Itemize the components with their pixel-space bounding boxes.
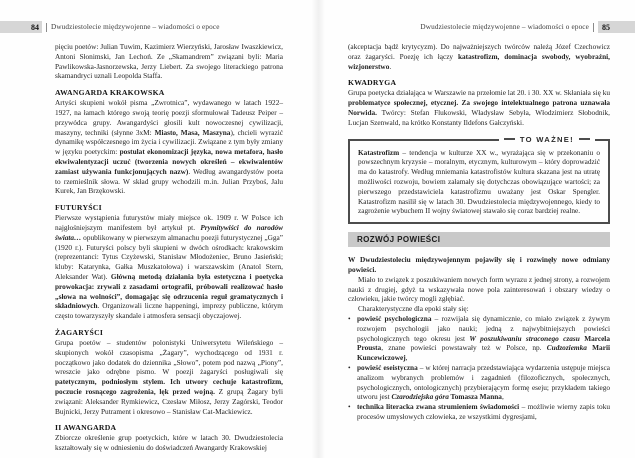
- left-page-column: [55, 42, 283, 453]
- novel-types-list: [348, 314, 610, 422]
- right-page-header: [318, 21, 635, 33]
- section-paragraph: Pierwsze wystąpienia futurystów miały miejsce ok. 1909 r. W Polsce ich najgłośniejszym manifestem był artykuł pt. Prymitywiści do narodów świata… opublikowany w pierwszym almanachu poezji futurystycznej „Gga” (1920 r.). Futuryści polscy byli skupieni w dwóch ośrodkach: krakowskim (reprezentanci: Tytus Czyżewski, Stanisław Młodożeniec, Bruno Jasieński; kluby: Katarynka, Gałka Muszkatołowa) i warszawskim (Anatol Stern, Aleksander Wat). Główną metodą działania była estetyczna i poetycka prowokacja: zrywali z zasadami ortografii, próbowali realizować hasło „słowa na wolności”, domagając się odrzucenia reguł gramatycznych i składniowych. Organizowali liczne happeningi, imprezy publiczne, którym często towarzyszyły skandale i atmosfera sensacji obyczajowej.: [55, 213, 284, 321]
- section-paragraph: Grupa poetów – studentów polonistyki Uniwersytetu Wileńskiego – skupionych wokół czasopisma „Żagary”, wychodzącego od 1931 r. początkowo jako dodatek do dziennika „Słowo”, potem pod nazwą „Piony”, wreszcie jako odrębne pismo. W poezji żagaryści posługiwali się patetycznym, podniosłym stylem. Ich utwory cechuje katastrofizm, poczucie rosnącego zagrożenia, lęk przed wojną. Z grupą Żagary byli związani: Aleksander Rymkiewicz, Czesław Miłosz, Jerzy Zagórski, Teodor Bujnicki, Jerzy Putrament i okresowo – Stanisław Cat-Mackiewicz.: [55, 337, 283, 416]
- right-page-column: [348, 42, 610, 422]
- page-right: [318, 0, 635, 458]
- left-header-title: Dwudziestolecie międzywojenne – wiadomości o epoce: [51, 23, 220, 31]
- list-item-text: technika literacka zwana strumieniem świadomości – możliwie wierny zapis toku procesów umysłowych człowieka, ze wszystkimi dygresjami,: [357, 402, 610, 421]
- novel-intro-bold: W Dwudziestoleciu międzywojennym pojawiły się i rozwinęły nowe odmiany powieści.: [348, 255, 610, 274]
- section-paragraph: Zbiorcze określenie grup poetyckich, które w latach 30. Dwudziestolecia kształtowały się w odniesieniu do doświadczeń Awangardy Krakowskiej: [55, 433, 283, 453]
- left-page-number: 84: [31, 22, 39, 32]
- right-header-title: Dwudziestolecie międzywojenne – wiadomości o epoce: [420, 23, 589, 31]
- list-item-text: powieść eseistyczna – w której narracja przedstawiająca wydarzenia ustępuje miejsca analizom wybranych problemów i zagadnień (filozoficznych, społecznych, psychologicznych, ontologicznych) przybierającym formę eseju; przykładem takiego utworu jest Czarodziejska góra Tomasza Manna,: [357, 362, 610, 402]
- header-divider: [46, 23, 47, 32]
- list-item: [348, 314, 610, 363]
- left-page-number-tab: [0, 21, 42, 33]
- chapter-heading: ROZWÓJ POWIEŚCI: [357, 235, 441, 245]
- section-paragraph: Artyści skupieni wokół pisma „Zwrotnica”, wydawanego w latach 1922–1927, na łamach którego swoją teorię poezji sformułował Tadeusz Peiper – przywódca grupy. Awangardyści głosili kult nowoczesnej cywilizacji, maszyny, techniki (słynne 3xM: Miasto, Masa, Maszyna), chcieli wyrazić dynamikę współczesnego im życia i cywilizacji. Związane z tym były zmiany w języku poetyckim: postulat ekonomizacji języka, nowa metafora, hasło ekwiwalentyzacji uczuć (tworzenia nowych określeń – ekwiwalentów zamiast używania funkcjonujących nazw). Według awangardystów poeta to rzemieślnik słowa. W skład grupy wchodzili m.in. Julian Przyboś, Jalu Kurek, Jan Brzękowski.: [55, 98, 283, 196]
- section-heading-ii-awangarda: II AWANGARDA: [55, 423, 117, 433]
- bullet-marker: •: [348, 362, 351, 372]
- list-item-text: powieść psychologiczna – rozwijała się dynamicznie, co miało związek z żywym rozwojem psychologii jako nauki; jedną z najwybitniejszych powieści psychologicznych tego okresu jest W poszukiwaniu straconego czasu Marcela Prousta, znane powieści powstawały też w Polsce, np. Cudzoziemka Marii Kuncewiczowej,: [357, 313, 611, 363]
- novel-paragraph: Miało to związek z poszukiwaniem nowych form wyrazu z jednej strony, a rozwojem nauki z drugiej, gdyż ta wskazywała nowe pola zainteresowań i obszary wiedzy o człowieku, jakie twórcy mogli zgłębiać.: [348, 274, 610, 304]
- section-heading-futurysci: FUTURYŚCI: [55, 203, 102, 213]
- continuation-paragraph: (akceptacja bądź krytycyzm). Do najważniejszych twórców należą Józef Czechowicz oraz żagaryści. Poezję ich łączy katastrofizm, dominacja swobody, wyobraźni, wizjonerstwo.: [348, 42, 610, 71]
- novel-lead-in: Charakterystyczne dla epoki stały się:: [358, 304, 469, 314]
- right-page-number: 85: [602, 22, 610, 32]
- section-heading-awangarda-krakowska: AWANGARDA KRAKOWSKA: [55, 88, 165, 98]
- section-heading-zagarysci: ŻAGARYŚCI: [55, 327, 104, 337]
- left-page-header: [0, 21, 318, 33]
- chapter-heading-bar: [348, 232, 610, 247]
- intro-paragraph: pięciu poetów: Julian Tuwim, Kazimierz Wierzyński, Jarosław Iwaszkiewicz, Antoni Słonimski, Jan Lechoń. Ze „Skamandrem” związani byli: Maria Pawlikowska-Jasnorzewska, Jerzy Liebert. Za swojego literackiego patrona skamandryci uznali Leopolda Staffa.: [55, 42, 283, 81]
- important-note-box: [348, 134, 610, 225]
- important-box-label: TO WAŻNE!: [499, 135, 595, 144]
- bullet-marker: •: [348, 313, 351, 323]
- right-page-number-tab: [598, 21, 635, 33]
- important-box-paragraph: Katastrofizm – tendencja w kulturze XX w., wyrażająca się w przekonaniu o powszechnym kryzysie – moralnym, etycznym, kulturowym – który doprowadzić ma do katastrofy. Według mniemania katastrofistów kultura skazana jest na utratę możliwości rozwoju, bowiem załamały się dotychczas obowiązujące wartości; za pierwszego przedstawiciela katastrofizmu uważany jest Oskar Spengler. Katastrofizm nasilił się w latach 30. Dwudziestolecia międzywojennego, kiedy to zagrożenie wybuchem II wojny światowej stawało się coraz bardziej realne.: [358, 147, 600, 216]
- header-divider: [593, 23, 594, 32]
- section-heading-kwadryga: KWADRYGA: [348, 78, 397, 88]
- list-item: [348, 402, 610, 422]
- list-item: [348, 363, 610, 402]
- bullet-marker: •: [348, 402, 351, 412]
- section-paragraph: Grupa poetycka działająca w Warszawie na przełomie lat 20. i 30. XX w. Skłaniała się ku problematyce społecznej, etycznej. Za swojego intelektualnego patrona uznawała Norwida. Twórcy: Stefan Flukowski, Władysław Sebyła, Włodzimierz Słobodnik, Lucjan Szenwald, na krótko Konstanty Ildefons Gałczyński.: [348, 88, 610, 127]
